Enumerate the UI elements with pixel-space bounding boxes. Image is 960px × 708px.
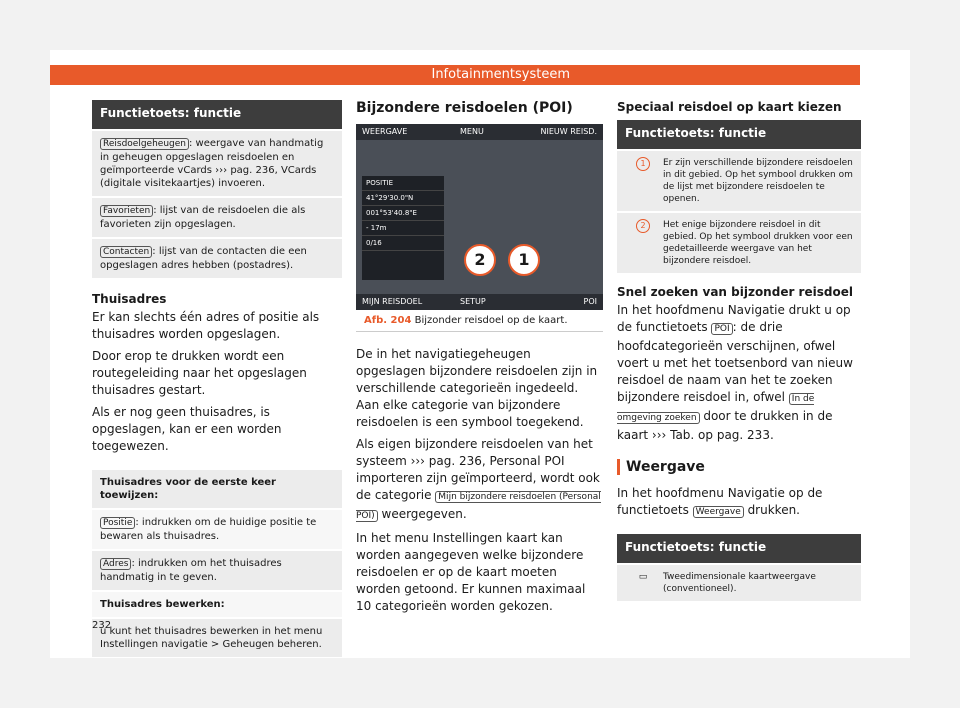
poi-button[interactable]: POI [583,297,597,306]
table-header: Functietoets: functie [617,120,861,149]
table-row [92,551,342,590]
paragraph [617,485,861,521]
paragraph: In het menu Instellingen kaart kan worden aangegeven welke bijzondere reisdoelen er op de kaart moeten worden getoond. Er kunnen maximaal 10 categorieën worden gekozen. [356,531,586,613]
paragraph-text: : de drie hoofdcategorieën verschijnen, ofwel voert u met het toetsenbord van nieuw reisdoel de naam van het te zoeken bijzondere reisdoel in, ofwel [617,320,853,404]
altitude: - 17m [362,221,444,236]
paragraph: Er kan slechts één adres of positie als thuisadres worden opgeslagen. [92,310,320,341]
row-text: Er zijn verschillende bijzondere reisdoelen in dit gebied. Op het symbool drukken om de lijst met bijzondere reisdoelen te openen. [663,158,853,204]
paragraph-text: weergegeven. [377,507,467,521]
key-label: Positie [100,517,135,529]
row-text: Tweedimensionale kaartweergave (conventioneel). [663,572,816,594]
row-text: : indrukken om de huidige positie te bewaren als thuisadres. [100,517,317,542]
key-label: Contacten [100,246,152,258]
table-row [92,510,342,549]
row-text: : indrukken om het thuisadres handmatig in te geven. [100,558,282,583]
callout-1: 1 [508,244,540,276]
figure-number: Afb. 204 [364,315,412,326]
nieuw-reisd-button[interactable]: NIEUW REISD. [540,127,597,136]
paragraph: Door erop te drukken wordt een routegeleiding naar het opgeslagen thuisadres gestart. [92,349,307,397]
section-heading: Thuisadres [92,292,167,306]
header-bar [50,65,860,85]
key-label: POI [711,323,732,335]
paragraph: Als er nog geen thuisadres, is opgeslagen, kan er een worden toegewezen. [92,405,282,453]
table-row [92,198,342,237]
figure-caption [356,310,603,332]
figure-text: Bijzonder reisdoel op de kaart. [414,315,568,326]
table-row [617,151,861,211]
table-row: u kunt het thuisadres bewerken in het menu Instellingen navigatie > Geheugen beheren. [92,619,342,657]
paragraph-text: door te drukken in de kaart ››› Tab. op pag. 233. [617,409,833,442]
key-label: Weergave [693,506,744,518]
header-title: Infotainmentsysteem [431,67,570,82]
row-text: : lijst van de contacten die een opgeslagen adres hebben (postadres). [100,246,307,271]
table-row: Thuisadres voor de eerste keer toewijzen: [92,470,342,508]
section-title: Weergave [617,459,861,475]
callout-2-icon: 2 [636,219,650,233]
column-1 [92,100,342,657]
section-heading: Speciaal reisdoel op kaart kiezen [617,100,842,114]
key-label: In de omgeving zoeken [617,394,815,423]
callout-1-icon: 1 [636,157,650,171]
map-figure [356,124,603,310]
row-text: Het enige bijzondere reisdoel in dit gebied. Op het symbool drukken voor een gedetailleerde weergave van het bijzondere reisdoel. [663,220,853,266]
row-text: : lijst van de reisdoelen die als favorieten zijn opgeslagen. [100,205,306,230]
column-3 [617,100,861,601]
paragraph [356,436,603,525]
paragraph-text: In het hoofdmenu Navigatie drukt u op de functietoets [617,303,851,334]
latitude: 41°29'30.0"N [362,191,444,206]
paragraph-text: Als eigen bijzondere reisdoelen van het systeem ››› pag. 236, Personal POI importeren zijn geïmporteerd, wordt ook de categorie [356,437,600,502]
table-row [617,213,861,273]
page-number: 232 [92,620,112,631]
table-header: Functietoets: functie [92,100,342,129]
map-bottom-bar [356,294,603,310]
paragraph [617,302,861,444]
table-header: Functietoets: functie [617,534,861,563]
key-label: Reisdoelgeheugen [100,138,189,150]
key-label: Favorieten [100,205,153,217]
section-heading: Snel zoeken van bijzonder reisdoel [617,285,853,299]
position-panel [362,176,444,280]
paragraph: De in het navigatiegeheugen opgeslagen bijzondere reisdoelen zijn in verschillende categorieën ingedeeld. Aan elke categorie van bijzondere reisdoelen is een symbool toegekend. [356,347,598,429]
paragraph-text: drukken. [743,503,800,517]
paragraph-text: In het hoofdmenu Navigatie op de functietoets [617,486,823,517]
key-label: Adres [100,558,131,570]
section-title: Bijzondere reisdoelen (POI) [356,100,573,116]
setup-button[interactable]: SETUP [460,297,486,306]
row-text: : weergave van handmatig in geheugen opgeslagen reisdoelen en geïmporteerde vCards ››› pag. 236, VCards (digitale visitekaartjes) invoeren. [100,138,324,189]
mijn-reisdoel-button[interactable]: MIJN REISDOEL [362,297,423,306]
weergave-button[interactable]: WEERGAVE [362,127,408,136]
table-row [617,565,861,601]
longitude: 001°53'40.8"E [362,206,444,221]
callout-2: 2 [464,244,496,276]
table-row [92,131,342,196]
panel-title: POSITIE [362,176,444,191]
column-2 [356,100,603,620]
menu-button[interactable]: MENU [460,127,484,136]
count: 0/16 [362,236,444,251]
table-row: Thuisadres bewerken: [92,592,342,617]
map-top-bar [356,124,603,140]
key-label: Mijn bijzondere reisdoelen (Personal POI) [356,492,601,521]
map-2d-icon: ▭ [638,572,648,582]
table-row [92,239,342,278]
